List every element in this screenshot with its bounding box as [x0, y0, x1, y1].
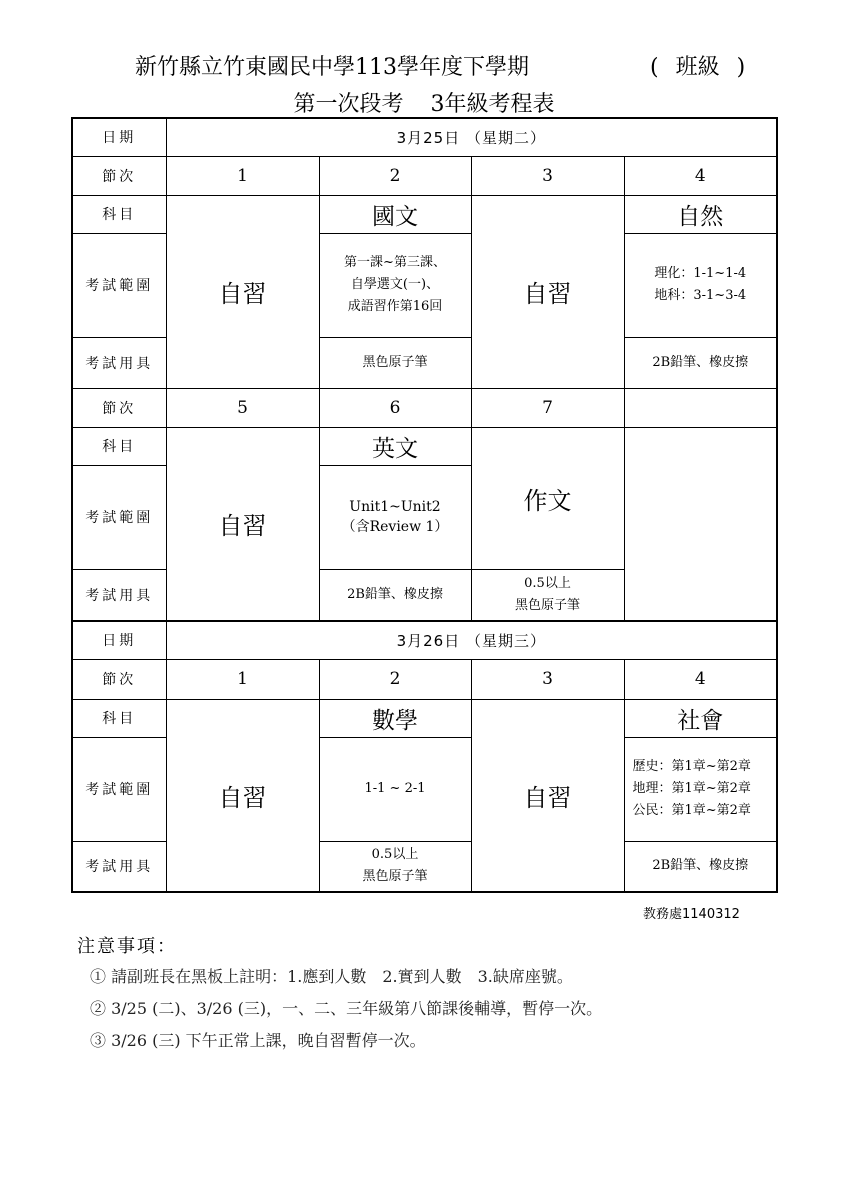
subject-chinese: 國文 [319, 195, 471, 233]
table-row [72, 156, 777, 195]
scope-label: 考試範圍 [72, 465, 166, 569]
social-tools: 2B鉛筆、橡皮擦 [624, 841, 777, 892]
period-number-empty [624, 388, 777, 427]
social-scope [624, 737, 777, 841]
scope-line: 成語習作第16回 [347, 299, 443, 314]
chinese-tools: 黑色原子筆 [319, 337, 471, 388]
page-subtitle [0, 87, 848, 118]
scope-line: 地科：3-1~3-4 [654, 288, 747, 303]
period-number: 4 [624, 156, 777, 195]
table-row [72, 427, 777, 465]
title-row [0, 50, 848, 80]
note-item: ② 3/25 (二)、3/26 (三)，一、二、三年級第八節課後輔導，暫停一次。 [90, 999, 603, 1018]
table-row [72, 659, 777, 699]
scope-line: 第一課~第三課、 [344, 255, 446, 270]
notes-title: 注意事項： [77, 936, 177, 957]
scope-label: 考試範圍 [72, 737, 166, 841]
science-scope [624, 233, 777, 337]
period-number: 1 [166, 659, 319, 699]
scope-line: 地理：第1章~第2章 [632, 781, 751, 796]
english-tools: 2B鉛筆、橡皮擦 [319, 569, 471, 621]
table-row [72, 388, 777, 427]
composition-tools [471, 569, 624, 621]
period-number: 7 [471, 388, 624, 427]
scope-line: 公民：第1章~第2章 [632, 803, 751, 818]
table-row [72, 699, 777, 737]
period-label: 節次 [72, 388, 166, 427]
tools-line: 黑色原子筆 [514, 597, 580, 613]
table-row [72, 118, 777, 156]
office-code: 教務處1140312 [643, 907, 740, 922]
class-label: ( 班級 ) [650, 55, 746, 80]
page-title: 新竹縣立竹東國民中學113學年度下學期 [135, 55, 529, 80]
day1-date: 3月25日 （星期二） [166, 118, 777, 156]
self-study-cell: 自習 [471, 699, 624, 892]
date-label: 日期 [72, 621, 166, 659]
science-tools: 2B鉛筆、橡皮擦 [624, 337, 777, 388]
scope-line: （含Review 1） [341, 519, 449, 535]
period-number: 2 [319, 156, 471, 195]
scope-line: Unit1~Unit2 [349, 499, 441, 515]
period-number: 3 [471, 156, 624, 195]
subject-english: 英文 [319, 427, 471, 465]
period-number: 5 [166, 388, 319, 427]
scope-line: 歷史：第1章~第2章 [632, 759, 751, 774]
self-study-cell: 自習 [166, 427, 319, 621]
subject-science: 自然 [624, 195, 777, 233]
table-row [72, 621, 777, 659]
table-row [72, 195, 777, 233]
self-study-cell: 自習 [471, 195, 624, 388]
subtitle-exam: 第一次段考 [293, 92, 404, 117]
self-study-cell: 自習 [166, 195, 319, 388]
subject-label: 科目 [72, 699, 166, 737]
period-number: 6 [319, 388, 471, 427]
subject-social: 社會 [624, 699, 777, 737]
composition-cell: 作文 [471, 427, 624, 569]
period-number: 3 [471, 659, 624, 699]
period-number: 1 [166, 156, 319, 195]
period-label: 節次 [72, 156, 166, 195]
math-tools [319, 841, 471, 892]
subject-label: 科目 [72, 427, 166, 465]
math-scope: 1-1 ~ 2-1 [319, 737, 471, 841]
tools-line: 0.5以上 [524, 575, 571, 591]
subject-math: 數學 [319, 699, 471, 737]
scope-line: 自學選文(一)、 [350, 277, 440, 292]
tools-label: 考試用具 [72, 569, 166, 621]
date-label: 日期 [72, 118, 166, 156]
day2-date: 3月26日 （星期三） [166, 621, 777, 659]
tools-line: 0.5以上 [371, 847, 419, 863]
tools-line: 黑色原子筆 [362, 869, 428, 885]
scope-label: 考試範圍 [72, 233, 166, 337]
subject-label: 科目 [72, 195, 166, 233]
english-scope [319, 465, 471, 569]
period-number: 4 [624, 659, 777, 699]
scope-line: 理化：1-1~1-4 [654, 266, 747, 281]
period-label: 節次 [72, 659, 166, 699]
period-number: 2 [319, 659, 471, 699]
chinese-scope [319, 233, 471, 337]
note-item: ③ 3/26 (三) 下午正常上課，晚自習暫停一次。 [90, 1031, 426, 1050]
self-study-cell: 自習 [166, 699, 319, 892]
note-item: ① 請副班長在黑板上註明：1.應到人數 2.實到人數 3.缺席座號。 [90, 967, 573, 986]
tools-label: 考試用具 [72, 337, 166, 388]
empty-cell [624, 427, 777, 621]
tools-label: 考試用具 [72, 841, 166, 892]
exam-schedule-table [71, 117, 778, 893]
subtitle-grade: 3年級考程表 [430, 92, 555, 117]
